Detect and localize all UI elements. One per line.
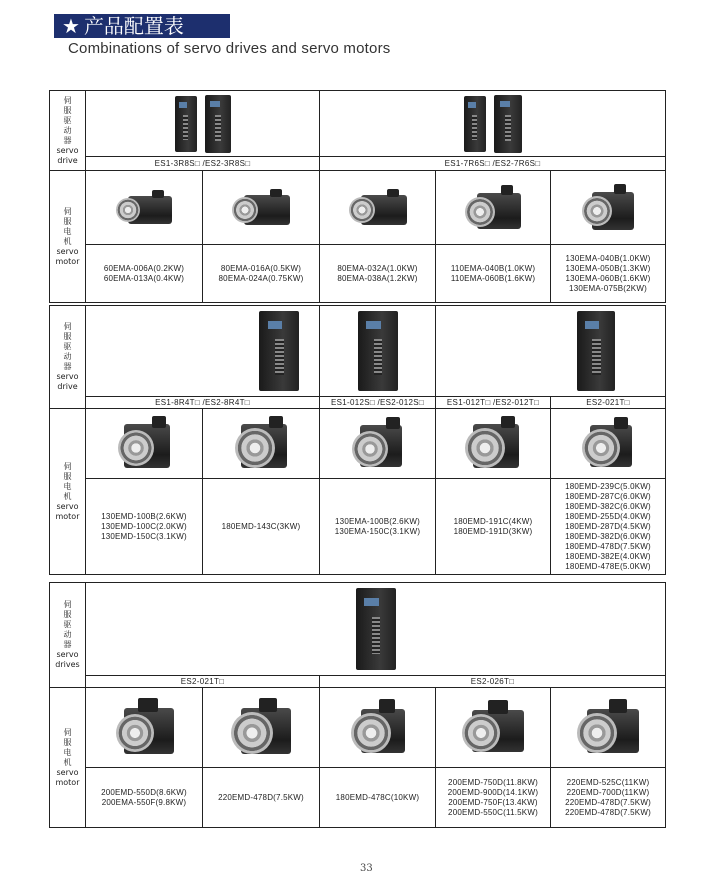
servo-motor-icon	[580, 417, 636, 471]
drive-image-cell	[86, 583, 666, 676]
servo-motor-icon	[350, 417, 406, 471]
servo-motor-icon	[231, 416, 291, 472]
motor-image-cell	[86, 688, 203, 768]
drive-model-label: ES2-021T□	[86, 676, 320, 688]
motor-image-cell	[436, 688, 551, 768]
servo-motor-icon	[460, 700, 526, 756]
motor-model-list: 220EMD-478D(7.5KW)	[203, 768, 320, 828]
drive-model-label: ES2-026T□	[320, 676, 666, 688]
servo-motor-icon	[349, 699, 407, 757]
servo-drive-icon	[577, 311, 615, 391]
drive-image-cell	[436, 306, 666, 397]
page-number: 33	[360, 863, 373, 874]
motor-image-cell	[320, 171, 436, 245]
drive-model-label: ES1-012T□ /ES2-012T□	[436, 397, 551, 409]
motor-image-cell	[86, 171, 203, 245]
motor-image-cell	[203, 171, 320, 245]
page-subtitle: Combinations of servo drives and servo motors	[68, 40, 391, 57]
servo-drive-icon	[205, 95, 231, 153]
drive-image-cell	[320, 91, 666, 157]
motor-model-list: 80EMA-016A(0.5KW) 80EMA-024A(0.75KW)	[203, 245, 320, 303]
servo-drive-icon	[494, 95, 522, 153]
side-label-drive: 伺 服 驱 动 器 servo drive	[50, 306, 86, 409]
section3-table	[49, 582, 666, 828]
drive-model-label: ES1-8R4T□ /ES2-8R4T□	[86, 397, 320, 409]
side-label-motor: 伺 服 电 机 servo motor	[50, 688, 86, 828]
servo-motor-icon	[114, 416, 174, 472]
servo-motor-icon	[463, 183, 523, 233]
motor-model-list: 130EMA-040B(1.0KW) 130EMA-050B(1.3KW) 130EMA-060B(1.6KW) 130EMA-075B(2KW)	[551, 245, 666, 303]
servo-drive-icon	[175, 96, 197, 152]
servo-drive-icon	[259, 311, 299, 391]
servo-drive-icon	[356, 588, 396, 670]
motor-model-list: 200EMD-550D(8.6KW) 200EMA-550F(9.8KW)	[86, 768, 203, 828]
motor-model-list: 180EMD-143C(3KW)	[203, 479, 320, 575]
motor-model-list: 180EMD-191C(4KW) 180EMD-191D(3KW)	[436, 479, 551, 575]
side-label-motor: 伺 服 电 机 servo motor	[50, 171, 86, 303]
side-label-drives: 伺 服 驱 动 器 servo drives	[50, 583, 86, 688]
motor-image-cell	[436, 171, 551, 245]
motor-model-list: 180EMD-478C(10KW)	[320, 768, 436, 828]
drive-model-label: ES1-3R8S□ /ES2-3R8S□	[86, 157, 320, 171]
servo-motor-icon	[114, 188, 174, 228]
servo-drive-icon	[358, 311, 398, 391]
motor-image-cell	[551, 171, 666, 245]
drive-image-cell	[320, 306, 436, 397]
drive-image-cell	[86, 306, 320, 397]
servo-drive-icon	[464, 96, 486, 152]
drive-model-label: ES1-7R6S□ /ES2-7R6S□	[320, 157, 666, 171]
motor-image-cell	[86, 409, 203, 479]
drive-image-cell	[86, 91, 320, 157]
section2-table	[49, 305, 666, 575]
servo-motor-icon	[112, 698, 176, 758]
servo-motor-icon	[463, 416, 523, 472]
side-label-drive: 伺 服 驱 动 器 servo drive	[50, 91, 86, 171]
page-title-banner	[54, 14, 230, 38]
motor-model-list: 180EMD-239C(5.0KW) 180EMD-287C(6.0KW) 180EMD-382C(6.0KW) 180EMD-255D(4.0KW) 180EMD-287D(4.5KW) 180EMD-382D(6.0KW) 180EMD-478D(7.5KW) 180EMD-382E(4.0KW) 180EMD-478E(5.0KW)	[551, 479, 666, 575]
motor-image-cell	[320, 409, 436, 479]
motor-image-cell	[436, 409, 551, 479]
servo-motor-icon	[229, 698, 293, 758]
servo-motor-icon	[230, 187, 292, 229]
motor-model-list: 200EMD-750D(11.8KW) 200EMD-900D(14.1KW) 200EMD-750F(13.4KW) 200EMD-550C(11.5KW)	[436, 768, 551, 828]
drive-model-label: ES2-021T□	[551, 397, 666, 409]
motor-image-cell	[320, 688, 436, 768]
drive-model-label: ES1-012S□ /ES2-012S□	[320, 397, 436, 409]
motor-image-cell	[551, 688, 666, 768]
servo-motor-icon	[347, 187, 409, 229]
star-icon: ★	[62, 14, 80, 38]
side-label-motor: 伺 服 电 机 servo motor	[50, 409, 86, 575]
motor-model-list: 60EMA-006A(0.2KW) 60EMA-013A(0.4KW)	[86, 245, 203, 303]
motor-model-list: 110EMA-040B(1.0KW) 110EMA-060B(1.6KW)	[436, 245, 551, 303]
motor-model-list: 130EMD-100B(2.6KW) 130EMD-100C(2.0KW) 130EMD-150C(3.1KW)	[86, 479, 203, 575]
motor-image-cell	[203, 688, 320, 768]
motor-model-list: 80EMA-032A(1.0KW) 80EMA-038A(1.2KW)	[320, 245, 436, 303]
page-title: 产品配置表	[83, 14, 184, 38]
section1-table	[49, 90, 666, 303]
servo-motor-icon	[575, 699, 641, 757]
motor-image-cell	[203, 409, 320, 479]
motor-image-cell	[551, 409, 666, 479]
motor-model-list: 130EMA-100B(2.6KW) 130EMA-150C(3.1KW)	[320, 479, 436, 575]
servo-motor-icon	[580, 182, 636, 234]
motor-model-list: 220EMD-525C(11KW) 220EMD-700D(11KW) 220EMD-478D(7.5KW) 220EMD-478D(7.5KW)	[551, 768, 666, 828]
